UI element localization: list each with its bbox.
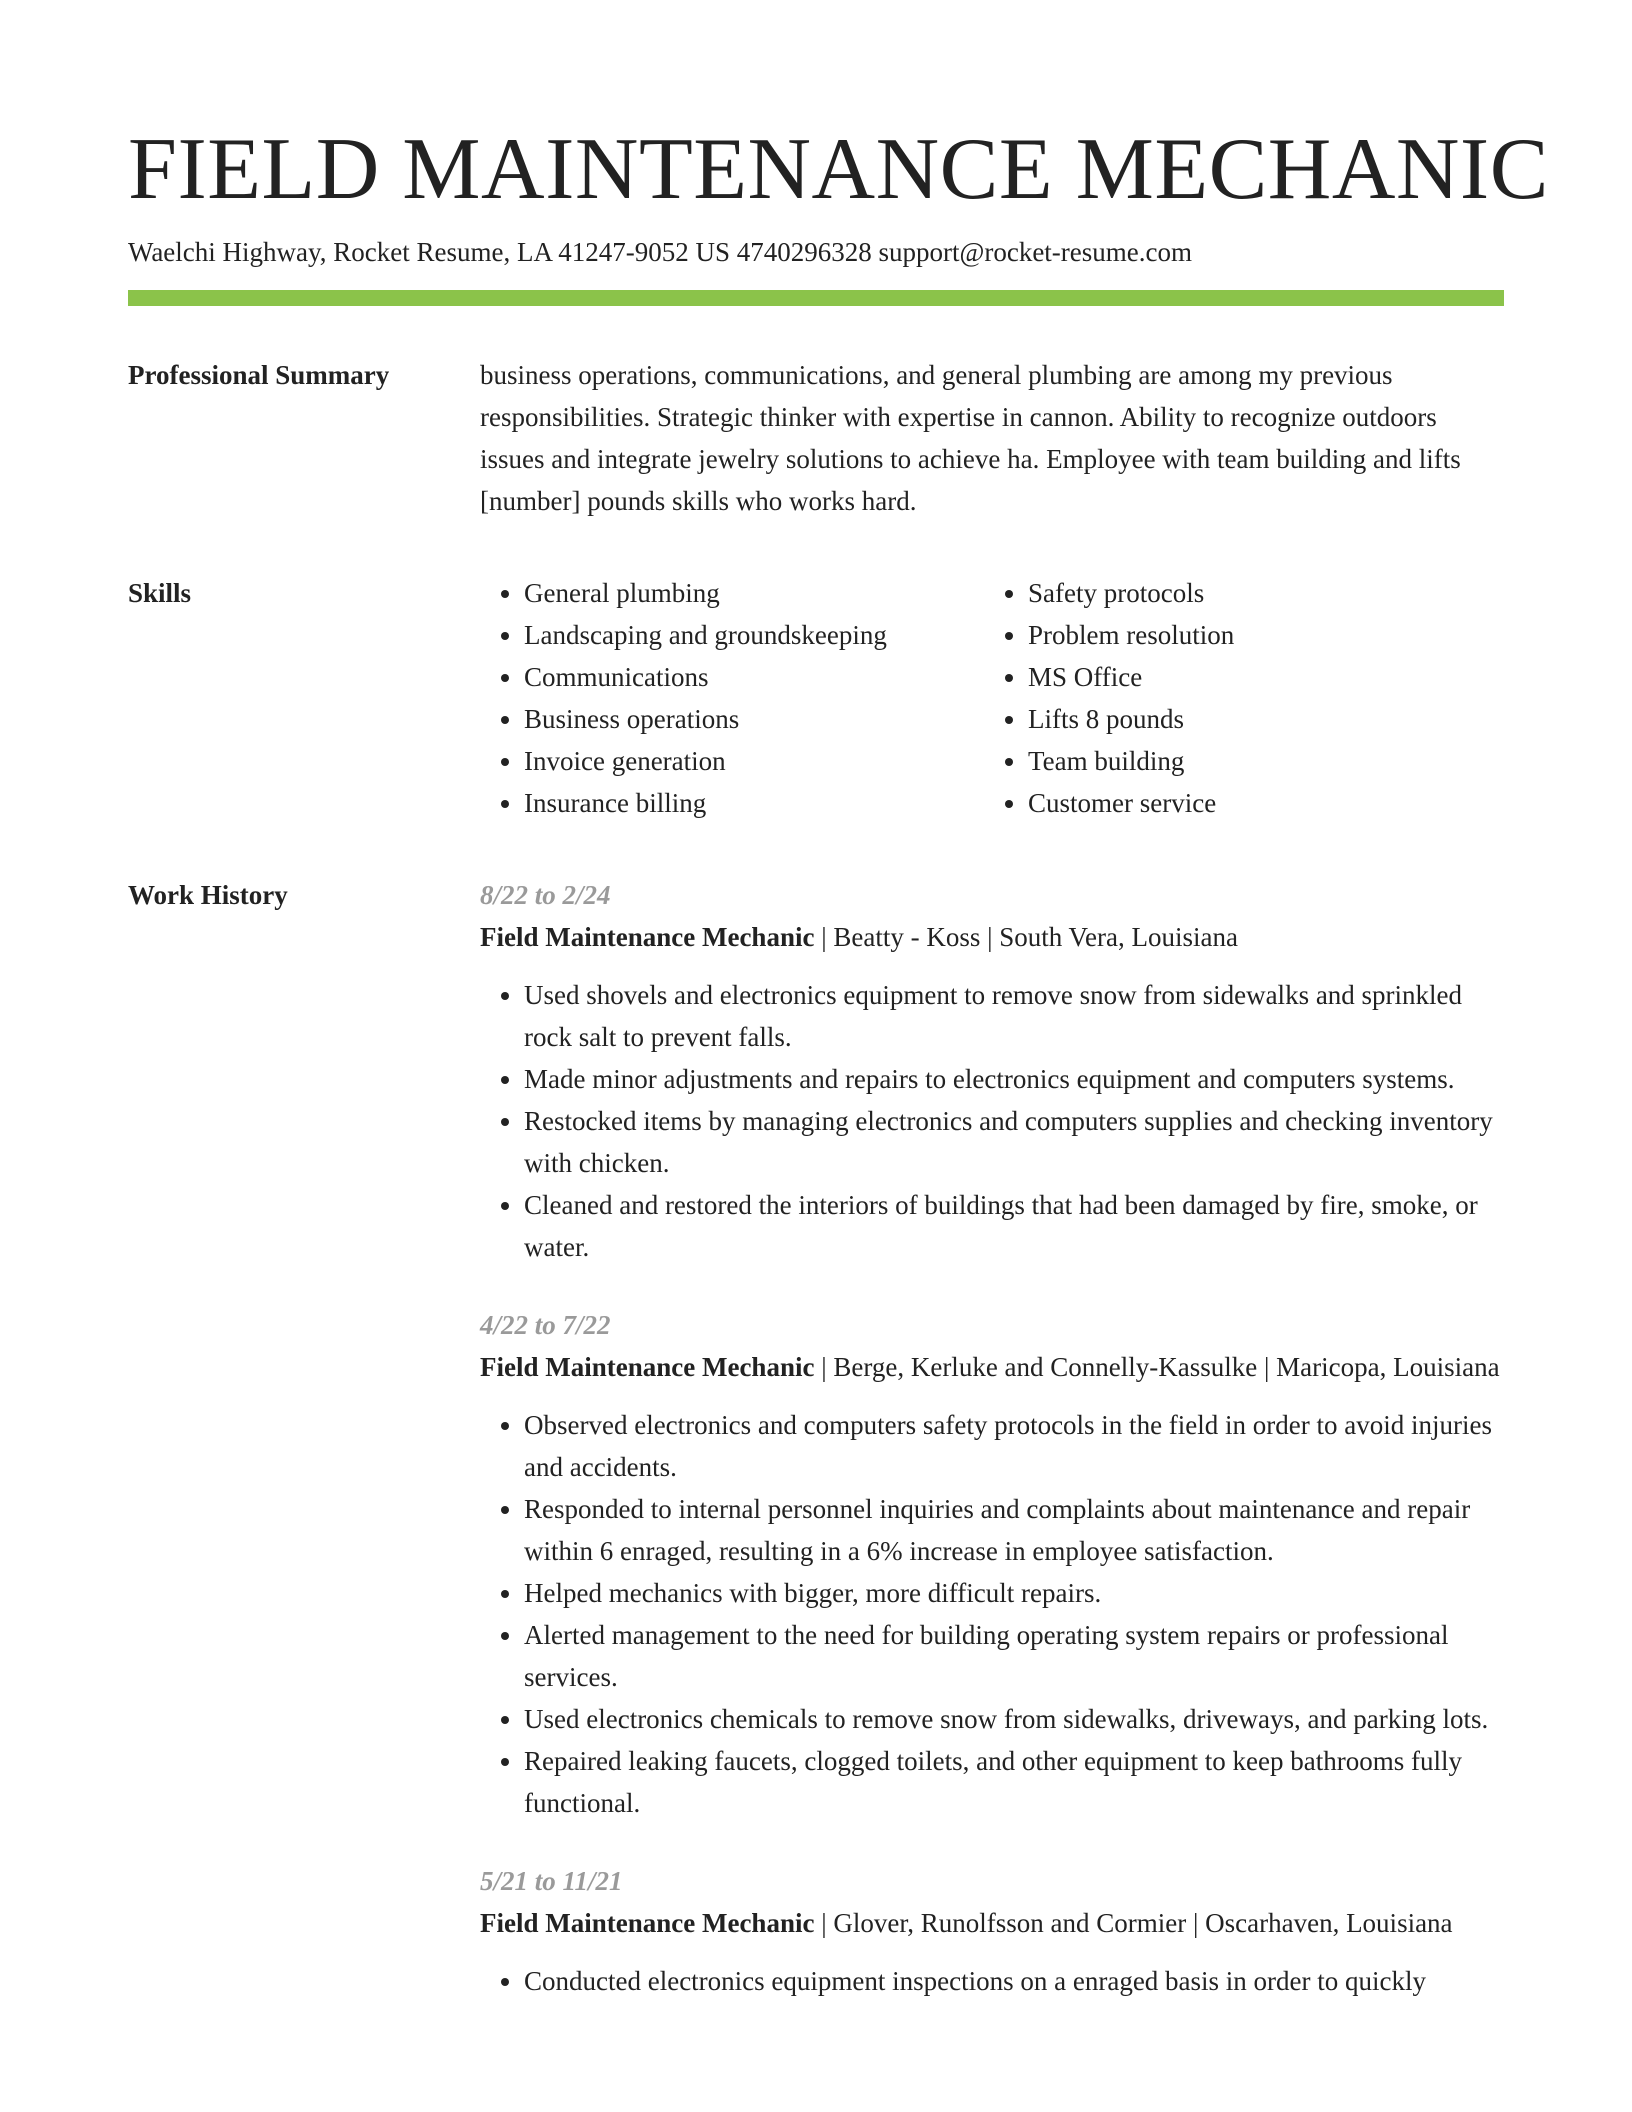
skill-item: • Business operations [524,698,984,740]
skills-list-left [480,572,984,824]
job-bullets [480,1404,1504,1824]
job-bullets [480,974,1504,1268]
skills-list-right [984,572,1234,824]
section-label-skills: Skills [128,578,192,608]
job-title: Field Maintenance Mechanic [480,1908,815,1938]
job-bullet: • Responded to internal personnel inquiries and complaints about maintenance and repair within 6 enraged, resulting in a 6% increase in employee satisfaction. [524,1488,1504,1572]
work-history-section [128,874,1504,2038]
skill-item: • Landscaping and groundskeeping [524,614,984,656]
job-bullet: • Used electronics chemicals to remove snow from sidewalks, driveways, and parking lots. [524,1698,1504,1740]
job-bullets [480,1960,1504,2002]
summary-text: business operations, communications, and general plumbing are among my previous responsibilities. Strategic thinker with expertise in cannon. Ability to recognize outdoors issues and integrate jewelry solutions to achieve ha. Employee with team building and lifts [number] pounds skills who works hard. [480,360,1461,516]
accent-divider [128,290,1504,306]
skill-item: • Insurance billing [524,782,984,824]
job-title: Field Maintenance Mechanic [480,1352,815,1382]
job-entry [480,1860,1504,2002]
job-bullet: • Used shovels and electronics equipment to remove snow from sidewalks and sprinkled rock salt to prevent falls. [524,974,1504,1058]
job-bullet: • Observed electronics and computers safety protocols in the field in order to avoid injuries and accidents. [524,1404,1504,1488]
job-employer-location: | Beatty - Koss | South Vera, Louisiana [814,922,1238,952]
job-dates: 4/22 to 7/22 [480,1310,611,1340]
job-employer-location: | Berge, Kerluke and Connelly-Kassulke | Maricopa, Louisiana [814,1352,1500,1382]
skill-item: • Problem resolution [1028,614,1234,656]
job-bullet: • Cleaned and restored the interiors of buildings that had been damaged by fire, smoke, or water. [524,1184,1504,1268]
skill-item: • Safety protocols [1028,572,1234,614]
job-bullet: • Restocked items by managing electronics and computers supplies and checking inventory with chicken. [524,1100,1504,1184]
job-employer-location: | Glover, Runolfsson and Cormier | Oscarhaven, Louisiana [814,1908,1453,1938]
section-label-summary: Professional Summary [128,360,390,390]
job-entry [480,874,1504,1268]
job-dates: 8/22 to 2/24 [480,880,611,910]
contact-line: Waelchi Highway, Rocket Resume, LA 41247-9052 US 4740296328 support@rocket-resume.com [128,237,1192,267]
job-heading [480,916,1504,958]
resume-name: FIELD MAINTENANCE MECHANIC [128,121,1549,218]
job-entry [480,1304,1504,1824]
skill-item: • Communications [524,656,984,698]
job-bullet: • Repaired leaking faucets, clogged toilets, and other equipment to keep bathrooms fully functional. [524,1740,1504,1824]
skill-item: • General plumbing [524,572,984,614]
skills-section [128,572,1504,824]
summary-section [128,354,1504,522]
skill-item: • MS Office [1028,656,1234,698]
resume-page [128,0,1549,2038]
skill-item: • Invoice generation [524,740,984,782]
job-heading [480,1346,1504,1388]
section-label-work-history: Work History [128,880,288,910]
job-heading [480,1902,1504,1944]
skill-item: • Customer service [1028,782,1234,824]
job-title: Field Maintenance Mechanic [480,922,815,952]
job-bullet: • Conducted electronics equipment inspections on a enraged basis in order to quickly [524,1960,1504,2002]
job-dates: 5/21 to 11/21 [480,1866,623,1896]
skill-item: • Lifts 8 pounds [1028,698,1234,740]
job-bullet: • Made minor adjustments and repairs to electronics equipment and computers systems. [524,1058,1504,1100]
job-bullet: • Helped mechanics with bigger, more difficult repairs. [524,1572,1504,1614]
skill-item: • Team building [1028,740,1234,782]
job-bullet: • Alerted management to the need for building operating system repairs or professional services. [524,1614,1504,1698]
